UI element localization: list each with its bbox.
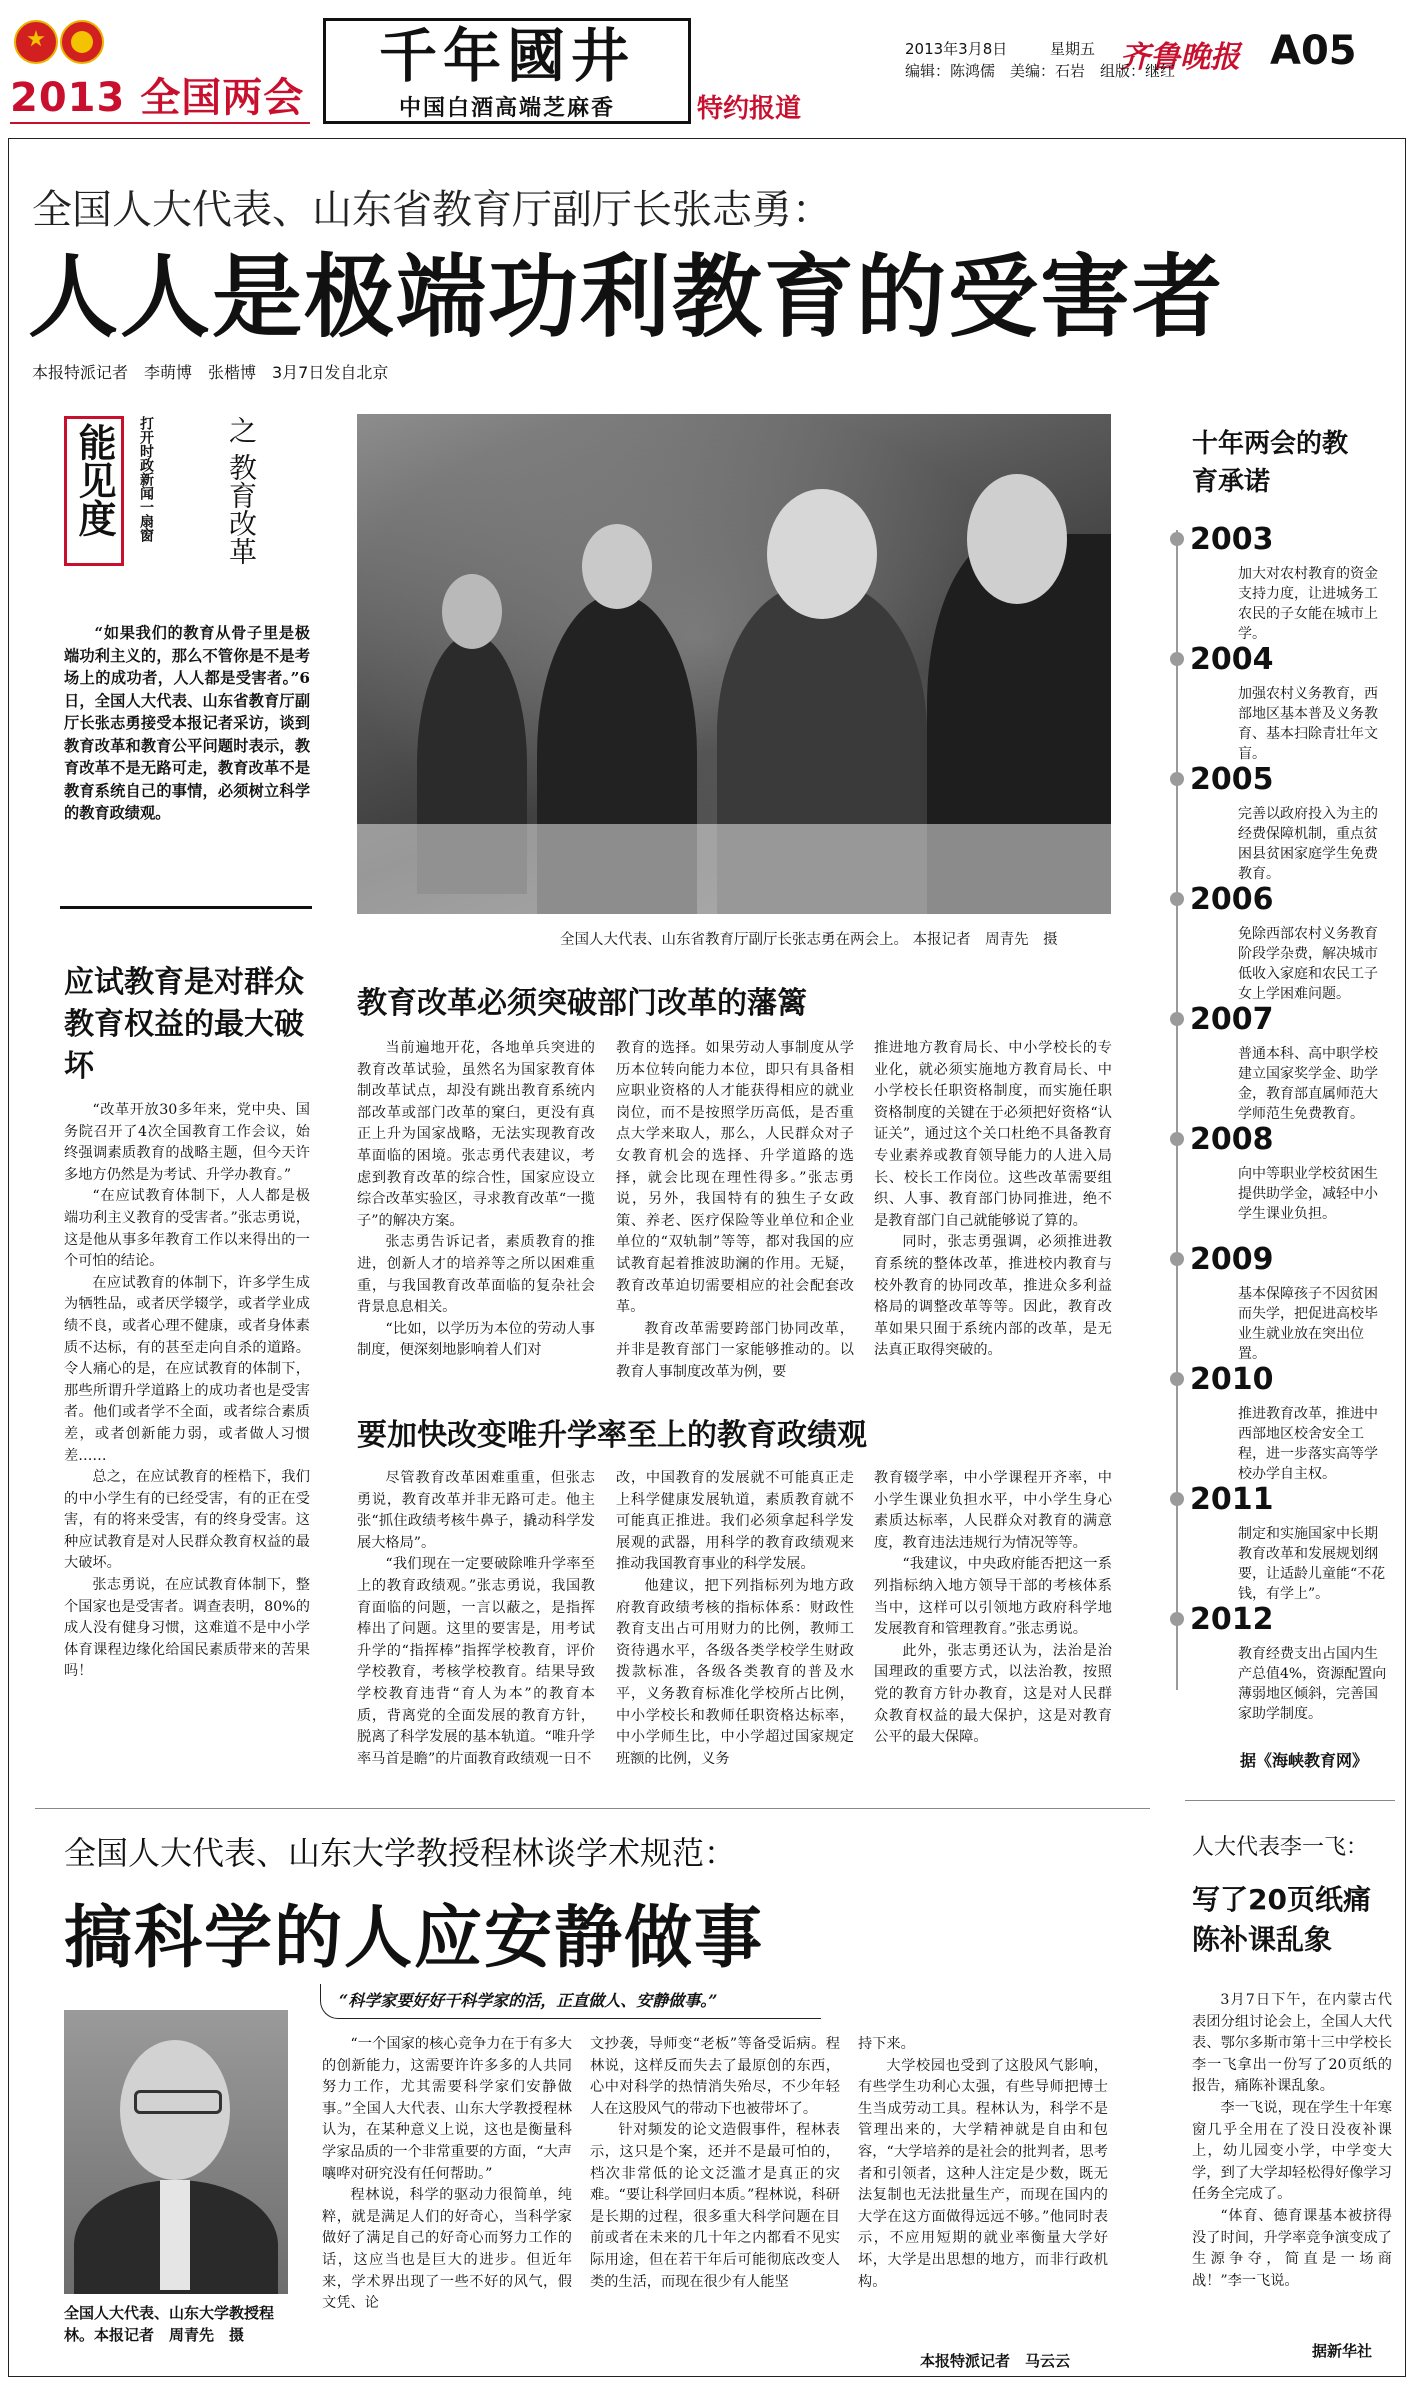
timeline-dot	[1170, 1492, 1184, 1506]
second-col1: “一个国家的核心竞争力在于有多大的创新能力，这需要许许多多的人共同努力工作，尤其需要科学家们安静做事。”全国人大代表、山东大学教授程林认为，在某种意义上说，这也是衡量科学家品质的一个非常重要的方面，“大声嚷哗对研究没有任何帮助。” 程林说，科学的驱动力很简单，纯粹，就是满足人们的好奇心，当科学家做好了满足自己的好奇心而努力工作的话，这应当也是巨大的进步。但近年来，学术界出现了一些不好的风气，假文凭、论	[322, 2036, 572, 2312]
timeline-dot	[1170, 1252, 1184, 1266]
cppcc-emblem-icon	[60, 20, 104, 64]
timeline-dot	[1170, 892, 1184, 906]
issue-date: 2013年3月8日	[905, 40, 1008, 58]
sponsor-name: 千年國井	[378, 22, 635, 90]
timeline-title: 十年两会的教育承诺	[1192, 429, 1349, 497]
timeline-year: 2007	[1190, 1002, 1274, 1037]
timeline-dot	[1170, 1612, 1184, 1626]
main-photo	[357, 414, 1111, 914]
portrait-caption: 全国人大代表、山东大学教授程林。本报记者 周青先 摄	[64, 2304, 275, 2344]
timeline-text: 推进教育改革，推进中西部地区校舍安全工程，进一步落实高等学校办学自主权。	[1238, 1406, 1378, 1482]
timeline-year: 2004	[1190, 642, 1274, 677]
lead-rule	[60, 906, 312, 909]
section2-col2: 改，中国教育的发展就不可能真正走上科学健康发展轨道，素质教育就不可能真正推进。我们必须拿起科学发展观的武器，用科学的教育政绩观来推动我国教育事业的科学发展。 他建议，把下列指标列为地方政府教育政绩考核的指标体系：财政性教育支出占可用财力的比例，教师工资待遇水平，各级各类学校学生财政拨款标准，各级各类教育的普及水平，义务教育标准化学校所占比例，中小学校长和教师任职资格达标率，中小学师生比，中小学超过国家规定班额的比例，义务	[616, 1470, 854, 1767]
section1-col1: 当前遍地开花，各地单兵突进的教育改革试验，虽然名为国家教育体制改革试点，却没有跳出教育系统内部改革或部门改革的窠臼，更没有真正上升为国家战略，无法实现教育改革面临的困境。张志勇代表建议，考虑到教育改革的综合性，国家应设立综合改革实验区，寻求教育改革“一揽子”的解决方案。 张志勇告诉记者，素质教育的推进，创新人才的培养等之所以困难重重，与我国教育改革面临的复杂社会背景息息相关。 “比如，以学历为本位的劳动人事制度，便深刻地影响着人们对	[357, 1040, 595, 1359]
editors-line: 编辑：陈鸿儒 美编：石岩 组版：继红	[905, 62, 1176, 80]
section1-col2: 教育的选择。如果劳动人事制度从学历本位转向能力本位，即只有具备相应职业资格的人才能获得相应的就业岗位，而不是按照学历高低，是否重点大学来取人，那么，人民群众对子女教育机会的选择、升学道路的选择，就会比现在理性得多。”张志勇说，另外，我国特有的独生子女政策、养老、医疗保险等业单位和企业单位的“双轨制”等等，都对我国的应试教育起着推波助澜的作用。无疑，教育改革迫切需要相应的社会配套改革。 教育改革需要跨部门协同改革，并非是教育部门一家能够推动的。以教育人事制度改革为例，要	[616, 1040, 854, 1380]
timeline-year: 2012	[1190, 1602, 1274, 1637]
portrait-photo	[64, 2010, 288, 2294]
timeline-dot	[1170, 772, 1184, 786]
timeline-dot	[1170, 652, 1184, 666]
timeline-text: 向中等职业学校贫困生提供助学金，减轻中小学生课业负担。	[1238, 1166, 1378, 1222]
section1-subheading: 教育改革必须突破部门改革的藩篱	[357, 986, 807, 1021]
timeline-text: 加强农村义务教育，西部地区基本普及义务教育、基本扫除青壮年文盲。	[1238, 686, 1378, 762]
column-logo-side: 打开时政新闻一扇窗	[138, 416, 154, 542]
special-report-label: 特约报道	[697, 94, 802, 124]
section-label: 2013 全国两会	[10, 75, 305, 121]
section2-col1: 尽管教育改革困难重重，但张志勇说，教育改革并非无路可走。他主张“抓住政绩考核牛鼻子，撬动科学发展大格局”。 “我们现在一定要破除唯升学率至上的教育政绩观。”张志勇说，我国教育面临的问题，一言以蔽之，是指挥棒出了问题。这里的要害是，用考试升学的“指挥棒”指挥学校教育，评价学校教育，考核学校教育。结果导致学校教育违背“育人为本”的教育本质，背离党的全面发展的教育方针，脱离了科学发展的基本轨道。“唯升学率马首是瞻”的片面教育政绩观一日不	[357, 1470, 595, 1767]
side-kicker: 人大代表李一飞：	[1192, 1835, 1369, 1860]
second-article-rule	[35, 1808, 1150, 1809]
timeline-text: 制定和实施国家中长期教育改革和发展规划纲要，让适龄儿童能“不花钱，有学上”。	[1238, 1526, 1386, 1602]
second-kicker: 全国人大代表、山东大学教授程林谈学术规范：	[64, 1834, 737, 1872]
timeline-bottom-rule	[1185, 1800, 1395, 1801]
second-col2: 文抄袭，导师变“老板”等备受诟病。程林说，这样反而失去了最原创的东西，心中对科学的热情消失殆尽，不少年轻人在这股风气的带动下也被带坏了。 针对频发的论文造假事件，程林表示，这只是个案，还并不是最可怕的，档次非常低的论文泛滥才是真正的灾难。“要让科学回归本质。”程林说，科研是长期的过程，很多重大科学问题在目前或者在未来的几十年之内都看不见实际用途，但在若干年后可能彻底改变人类的生活，而现在很少有人能坚	[590, 2036, 840, 2290]
sponsor-tagline: 中国白酒高端芝麻香	[398, 96, 615, 121]
timeline-year: 2006	[1190, 882, 1274, 917]
timeline-year: 2008	[1190, 1122, 1274, 1157]
timeline-text: 加大对农村教育的资金支持力度，让进城务工农民的子女能在城市上学。	[1238, 566, 1378, 642]
section1-col3: 推进地方教育局长、中小学校长的专业化，就必须实施地方教育局长、中小学校长任职资格制度，而实施任职资格制度的关键在于必须把好资格“认证关”，通过这个关口杜绝不具备教育专业素养或教育领导能力的人进入局长、校长工作岗位。这些改革需要组织、人事、教育部门协同推进，绝不是教育部门自己就能够说了算的。 同时，张志勇强调，必须推进教育系统的整体改革，推进校内教育与校外教育的协同改革，推进众多利益格局的调整改革等等。因此，教育改革如果只囿于系统内部的改革，是无法真正取得突破的。	[874, 1040, 1112, 1359]
column-logo	[64, 416, 284, 566]
issue-weekday: 星期五	[1050, 40, 1096, 58]
left-column-text: “改革开放30多年来，党中央、国务院召开了4次全国教育工作会议，始终强调素质教育的战略主题，但今天许多地方仍然是为考试、升学办教育。” “在应试教育体制下，人人都是极端功利主义教育的受害者。”张志勇说，这是他从事多年教育工作以来得出的一个可怕的结论。 在应试教育的体制下，许多学生成为牺牲品，或者厌学辍学，或者学业成绩不良，或者心理不健康，或者身体素质不达标，有的甚至走向自杀的道路。令人痛心的是，在应试教育的体制下，那些所谓升学道路上的成功者也是受害者。他们或者学不全面，或者综合素质差，或者创新能力弱，或者做人习惯差…… 总之，在应试教育的桎梏下，我们的中小学生有的已经受害，有的正在受害，有的将来受害，有的终身受害。这种应试教育是对人民群众教育权益的最大破坏。 张志勇说，在应试教育体制下，整个国家也是受害者。调查表明，80%的成人没有健身习惯，这难道不是中小学体育课程边缘化给国民素质带来的苦果吗！	[64, 1102, 310, 1680]
header-rule	[10, 122, 310, 124]
section2-col3: 教育辍学率，中小学课程开齐率，中小学生课业负担水平，中小学生身心素质达标率，人民群众对教育的满意度，教育违法违规行为情况等等。 “我建议，中央政府能否把这一系列指标纳入地方领导干部的考核体系当中，这样可以引领地方政府科学地发展教育和管理教育。”张志勇说。 此外，张志勇还认为，法治是治国理政的重要方式，以法治教，按照党的教育方针办教育，这是对人民群众教育权益的最大保护，这是对教育公平的最大保障。	[874, 1470, 1112, 1746]
timeline-line	[1176, 530, 1178, 1690]
quote-bubble	[320, 1984, 821, 2019]
timeline-text: 完善以政府投入为主的经费保障机制，重点贫困县贫困家庭学生免费教育。	[1238, 806, 1378, 882]
main-byline: 本报特派记者 李萌博 张楷博 3月7日发自北京	[32, 363, 389, 382]
column-logo-main: 能见度	[64, 416, 124, 566]
timeline-year: 2009	[1190, 1242, 1274, 1277]
column-logo-topic: 之 教育改革	[225, 416, 258, 565]
timeline-source: 据《海峡教育网》	[1240, 1751, 1369, 1770]
sponsor-box	[323, 18, 691, 124]
main-photo-caption: 全国人大代表、山东省教育厅副厅长张志勇在两会上。 本报记者 周青先 摄	[560, 932, 1058, 948]
second-byline: 本报特派记者 马云云	[920, 2352, 1071, 2370]
timeline-dot	[1170, 532, 1184, 546]
page-number: A05	[1270, 28, 1357, 74]
timeline-year: 2010	[1190, 1362, 1274, 1397]
timeline-dot	[1170, 1132, 1184, 1146]
masthead	[0, 0, 1417, 124]
side-text: 3月7日下午，在内蒙古代表团分组讨论会上，全国人大代表、鄂尔多斯市第十三中学校长李一飞拿出一份写了20页纸的报告，痛陈补课乱象。 李一飞说，现在学生十年寒窗几乎全用在了没日没夜补课上，幼儿园变小学，中学变大学，到了大学却轻松得好像学习任务全完成了。 “体育、德育课基本被挤得没了时间，升学率竞争演变成了生源争夺，简直是一场商战！”李一飞说。	[1192, 1992, 1392, 2289]
timeline-dot	[1170, 1012, 1184, 1026]
main-kicker: 全国人大代表、山东省教育厅副厅长张志勇：	[32, 187, 832, 233]
timeline-text: 免除西部农村义务教育阶段学杂费，解决城市低收入家庭和农民工子女上学困难问题。	[1238, 926, 1378, 1002]
side-source: 据新华社	[1312, 2342, 1373, 2360]
left-subheading: 应试教育是对群众教育权益的最大破坏	[64, 965, 304, 1084]
timeline-text: 普通本科、高中职学校建立国家奖学金、助学金，教育部直属师范大学师范生免费教育。	[1238, 1046, 1378, 1122]
main-headline: 人人是极端功利教育的受害者	[28, 245, 1224, 350]
timeline-text: 教育经费支出占国内生产总值4%，资源配置向薄弱地区倾斜，完善国家助学制度。	[1238, 1646, 1387, 1722]
second-headline: 搞科学的人应安静做事	[64, 1899, 765, 1978]
timeline-dot	[1170, 1372, 1184, 1386]
side-headline: 写了20页纸痛陈补课乱象	[1192, 1883, 1371, 1956]
timeline-year: 2003	[1190, 522, 1274, 557]
quote-text: “科学家要好好干科学家的活，正直做人、安静做事。”	[339, 1991, 718, 2010]
timeline-year: 2011	[1190, 1482, 1274, 1517]
section2-subheading: 要加快改变唯升学率至上的教育政绩观	[357, 1418, 867, 1453]
second-col3: 持下来。 大学校园也受到了这股风气影响，有些学生功利心太强，有些导师把博士生当成劳动工具。程林认为，科学不是管理出来的，大学精神就是自由和包容，“大学培养的是社会的批判者，思考者和引领者，这种人注定是少数，既无法复制也无法批量生产，而现在国内的大学在这方面做得远远不够。”他同时表示，不应用短期的就业率衡量大学好坏，大学是出思想的地方，而非行政机构。	[858, 2036, 1108, 2290]
lead-paragraph: “如果我们的教育从骨子里是极端功利主义的，那么不管你是不是考场上的成功者，人人都是受害者。”6日，全国人大代表、山东省教育厅副厅长张志勇接受本报记者采访，谈到教育改革和教育公平问题时表示，教育改革不是无路可走，教育改革不是教育系统自己的事情，必须树立科学的教育政绩观。	[64, 624, 310, 822]
newspaper-logo: 齐鲁晚报	[1120, 40, 1240, 75]
timeline-text: 基本保障孩子不因贫困而失学，把促进高校毕业生就业放在突出位置。	[1238, 1286, 1378, 1362]
national-emblem-icon	[14, 20, 58, 64]
timeline-year: 2005	[1190, 762, 1274, 797]
